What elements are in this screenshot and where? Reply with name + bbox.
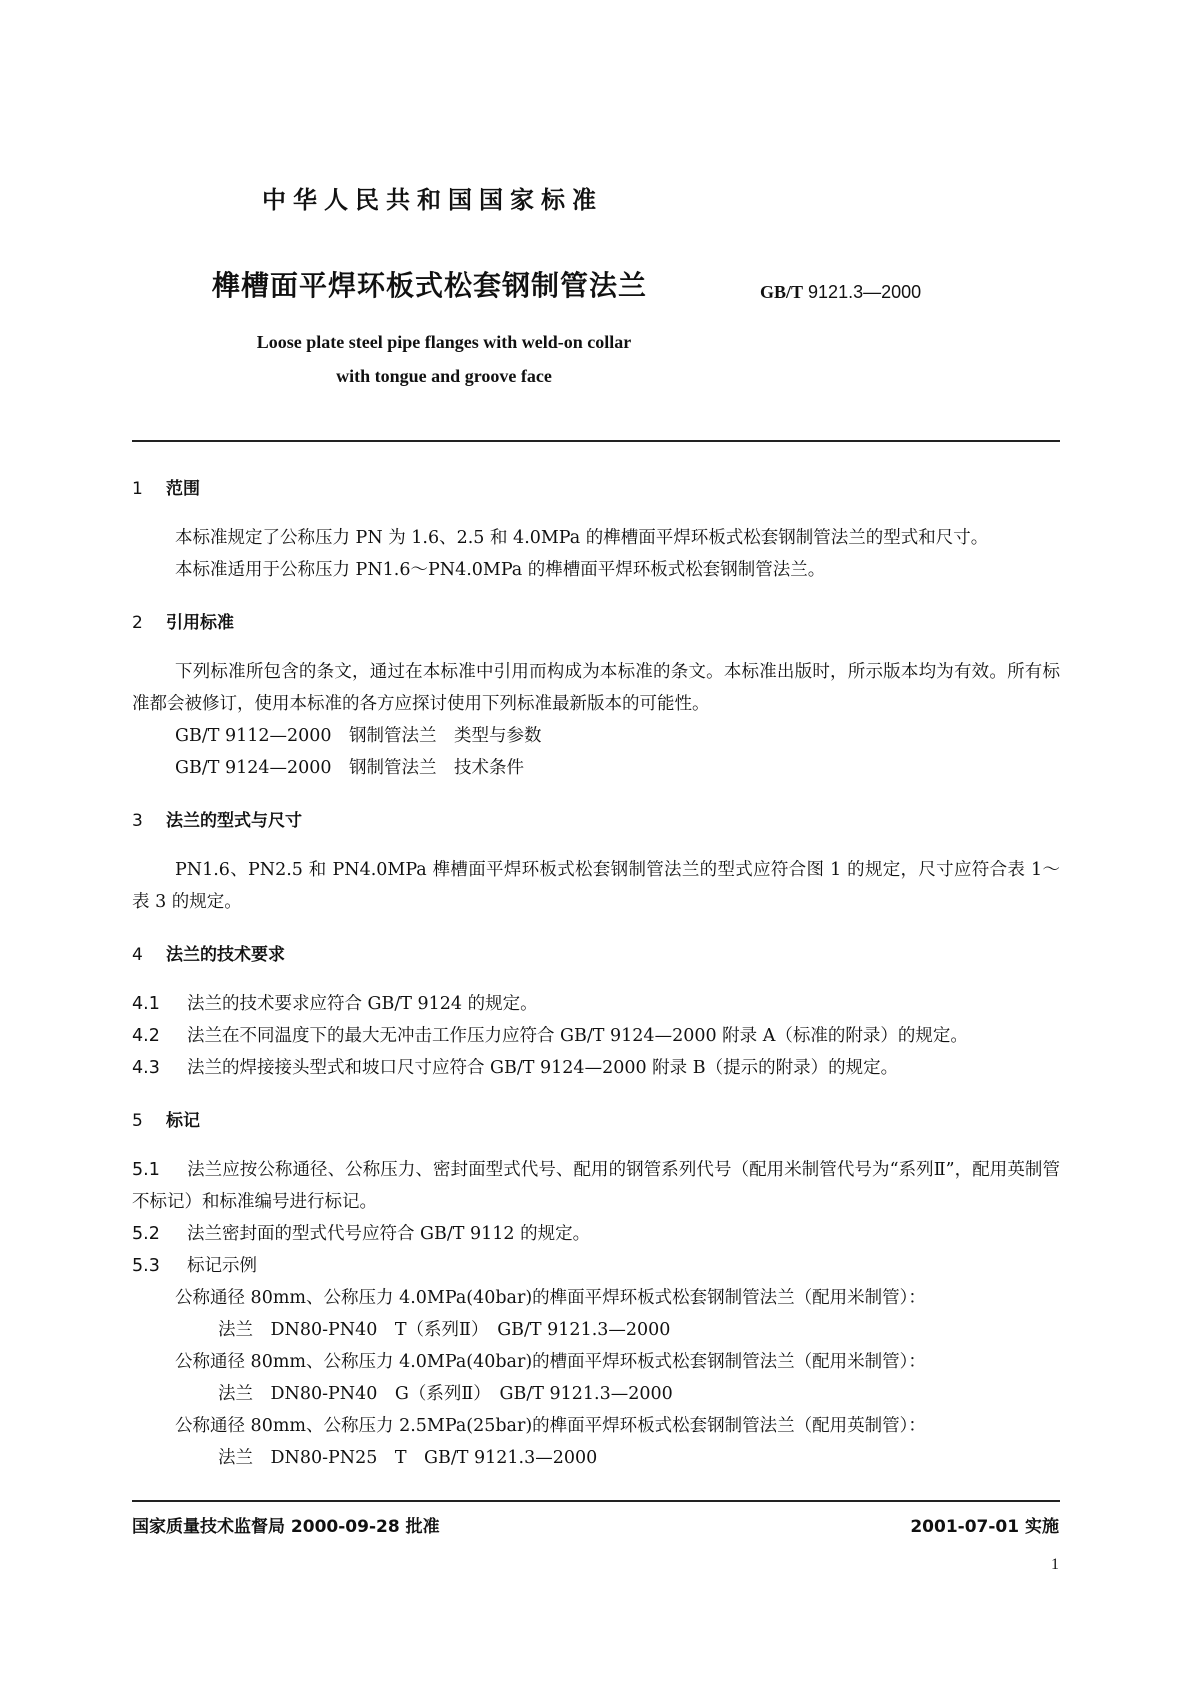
reference-item: GB/T 9124—2000 钢制管法兰 技术条件 xyxy=(175,758,525,778)
english-title-line2: with tongue and groove face xyxy=(336,366,552,386)
clause-text: 标记示例 xyxy=(187,1256,257,1276)
section-number: 5 xyxy=(132,1111,143,1131)
section-title: 范围 xyxy=(166,479,200,499)
clause-5-2 xyxy=(132,1218,1060,1250)
marking-example-code: 法兰 DN80-PN40 T（系列Ⅱ） GB/T 9121.3—2000 xyxy=(218,1320,671,1340)
clause-number: 4.3 xyxy=(132,1058,160,1078)
clause-number: 5.3 xyxy=(132,1256,160,1276)
section-1-heading xyxy=(132,474,1060,504)
section-3-paragraph-1: PN1.6、PN2.5 和 PN4.0MPa 榫槽面平焊环板式松套钢制管法兰的型式应符合图 1 的规定，尺寸应符合表 1～表 3 的规定。 xyxy=(132,860,1060,912)
clause-number: 5.1 xyxy=(132,1160,160,1180)
clause-number: 4.2 xyxy=(132,1026,160,1046)
chinese-title: 榫槽面平焊环板式松套钢制管法兰 xyxy=(212,269,648,302)
clause-text: 法兰的焊接接头型式和坡口尺寸应符合 GB/T 9124—2000 附录 B（提示的附录）的规定。 xyxy=(187,1058,899,1078)
national-standard-heading: 中华人民共和国国家标准 xyxy=(262,186,603,214)
english-title-line1: Loose plate steel pipe flanges with weld-on collar xyxy=(256,332,632,352)
standard-code-number: 9121.3—2000 xyxy=(808,282,922,302)
section-title: 标记 xyxy=(166,1111,200,1131)
clause-4-3 xyxy=(132,1052,1060,1084)
standard-code-prefix: GB/T xyxy=(760,282,804,302)
section-number: 4 xyxy=(132,945,143,965)
clause-5-3 xyxy=(132,1250,1060,1282)
section-2-paragraph-1: 下列标准所包含的条文，通过在本标准中引用而构成为本标准的条文。本标准出版时，所示版本均为有效。所有标准都会被修订，使用本标准的各方应探讨使用下列标准最新版本的可能性。 xyxy=(132,662,1060,714)
section-1-paragraph-1: 本标准规定了公称压力 PN 为 1.6、2.5 和 4.0MPa 的榫槽面平焊环板式松套钢制管法兰的型式和尺寸。 xyxy=(175,528,989,548)
marking-example-description: 公称通径 80mm、公称压力 2.5MPa(25bar)的榫面平焊环板式松套钢制管法兰（配用英制管）： xyxy=(175,1416,926,1436)
clause-5-1 xyxy=(132,1154,1060,1218)
section-number: 3 xyxy=(132,811,143,831)
clause-text: 法兰应按公称通径、公称压力、密封面型式代号、配用的钢管系列代号（配用米制管代号为“系列Ⅱ”，配用英制管不标记）和标准编号进行标记。 xyxy=(132,1160,1060,1212)
section-3-heading xyxy=(132,806,1060,836)
clause-number: 5.2 xyxy=(132,1224,160,1244)
page-number: 1 xyxy=(1051,1556,1059,1573)
marking-example-code: 法兰 DN80-PN25 T GB/T 9121.3—2000 xyxy=(218,1448,598,1468)
marking-example-description: 公称通径 80mm、公称压力 4.0MPa(40bar)的榫面平焊环板式松套钢制管法兰（配用米制管）： xyxy=(175,1288,926,1308)
approval-statement: 国家质量技术监督局 2000-09-28 批准 xyxy=(132,1517,440,1537)
section-title: 引用标准 xyxy=(166,613,234,633)
clause-text: 法兰在不同温度下的最大无冲击工作压力应符合 GB/T 9124—2000 附录 A（标准的附录）的规定。 xyxy=(187,1026,968,1046)
header-divider xyxy=(132,440,1060,442)
section-4-heading xyxy=(132,940,1060,970)
english-title xyxy=(210,325,678,393)
clause-text: 法兰密封面的型式代号应符合 GB/T 9112 的规定。 xyxy=(187,1224,591,1244)
section-number: 1 xyxy=(132,479,143,499)
section-title: 法兰的技术要求 xyxy=(166,945,285,965)
implementation-date: 2001-07-01 实施 xyxy=(910,1517,1059,1537)
clause-text: 法兰的技术要求应符合 GB/T 9124 的规定。 xyxy=(187,994,538,1014)
section-number: 2 xyxy=(132,613,143,633)
section-1-paragraph-2: 本标准适用于公称压力 PN1.6～PN4.0MPa 的榫槽面平焊环板式松套钢制管法兰。 xyxy=(175,560,826,580)
standard-code xyxy=(760,282,921,303)
section-2-heading xyxy=(132,608,1060,638)
clause-4-1 xyxy=(132,988,1060,1020)
clause-number: 4.1 xyxy=(132,994,160,1014)
marking-example-description: 公称通径 80mm、公称压力 4.0MPa(40bar)的槽面平焊环板式松套钢制管法兰（配用米制管）： xyxy=(175,1352,926,1372)
clause-4-2 xyxy=(132,1020,1060,1052)
section-5-heading xyxy=(132,1106,1060,1136)
footer-divider xyxy=(132,1500,1060,1502)
document-body xyxy=(132,474,1060,1474)
section-title: 法兰的型式与尺寸 xyxy=(166,811,302,831)
reference-item: GB/T 9112—2000 钢制管法兰 类型与参数 xyxy=(175,726,542,746)
marking-example-code: 法兰 DN80-PN40 G（系列Ⅱ） GB/T 9121.3—2000 xyxy=(218,1384,673,1404)
